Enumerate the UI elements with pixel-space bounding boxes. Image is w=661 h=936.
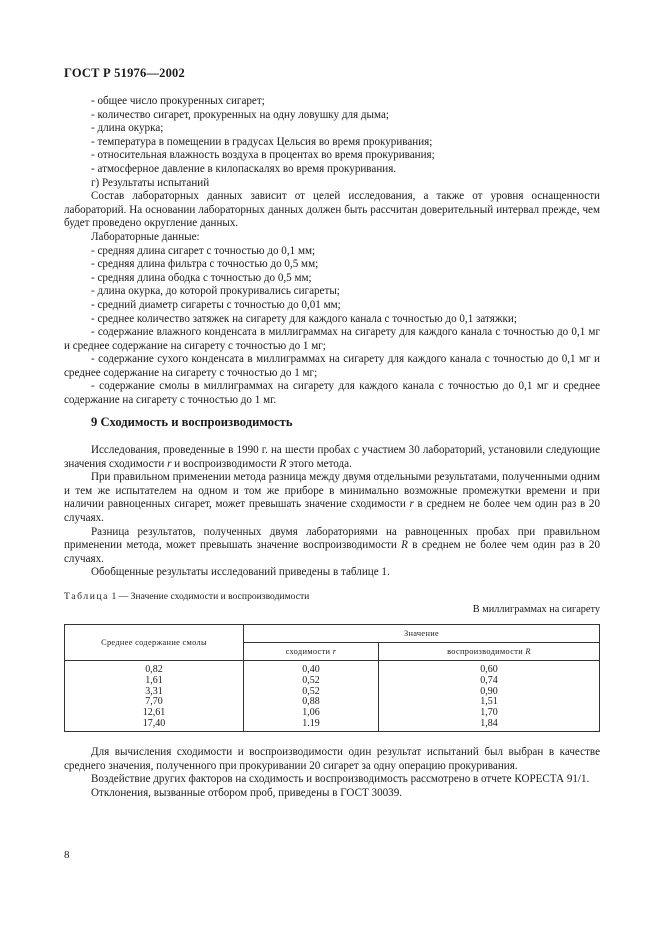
- table-row: 7,70 0,88 1,51: [65, 697, 600, 708]
- section-heading: 9 Сходимость и воспроизводимость: [91, 415, 293, 429]
- section-paragraph: Разница результатов, полученных двумя лабораториями на равноценных пробах при правильном применении метода, может превышать значение воспроизводимости R в среднем не более чем один раз в 20 случаях.: [64, 525, 600, 565]
- list-item: - общее число прокуренных сигарет;: [91, 95, 265, 107]
- report-requirements-text: [64, 95, 600, 408]
- composition-paragraph: Состав лабораторных данных зависит от целей исследования, а также от уровня оснащенности лабораторий. На основании лабораторных данных должен быть рассчитан доверительный интервал прежде, чем будет проведено округление данных.: [64, 190, 600, 230]
- table-units: В миллиграммах на сигарету: [472, 604, 600, 615]
- subsection-heading: г) Результаты испытаний: [91, 176, 210, 189]
- column-header-repeatability: сходимости r: [244, 643, 379, 661]
- list-item: - длина окурка, до которой прокуривались сигареты;: [91, 285, 340, 298]
- table-row: 17,40 1.19 1,84: [65, 719, 600, 731]
- symbol-R: R: [279, 457, 287, 470]
- closing-paragraph: Отклонения, вызванные отбором проб, приведены в ГОСТ 30039.: [91, 786, 403, 799]
- table-row: 3,31 0,52 0,90: [65, 687, 600, 698]
- symbol-r: r: [409, 498, 414, 511]
- section-paragraph: Обобщенные результаты исследований приведены в таблице 1.: [91, 566, 390, 579]
- table-caption: Таблица 1 — Значение сходимости и воспроизводимости: [64, 591, 310, 602]
- section-body: [64, 444, 600, 580]
- closing-text: [64, 746, 600, 800]
- results-table: [64, 624, 600, 732]
- table-row: 1,61 0,52 0,74: [65, 676, 600, 687]
- list-item: - количество сигарет, прокуренных на одну ловушку для дыма;: [91, 108, 389, 121]
- list-item: - средняя длина фильтра с точностью до 0,5 мм;: [91, 258, 319, 271]
- list-item: - содержание влажного конденсата в миллиграммах на сигарету для каждого канала с точностью до 0,1 мг и среднее содержание на сигарету с точностью до 1 мг;: [64, 326, 600, 352]
- section-paragraph: Исследования, проведенные в 1990 г. на шести пробах с участием 30 лабораторий, установили следующие значения сходимости r и воспроизводимости R этого метода.: [64, 444, 600, 470]
- list-item: - атмосферное давление в килопаскалях во время прокуривания.: [91, 162, 397, 175]
- symbol-R: R: [401, 539, 408, 552]
- document-header: ГОСТ Р 51976—2002: [64, 66, 185, 80]
- list-item: - средняя длина ободка с точностью до 0,5 мм;: [91, 271, 312, 284]
- symbol-r: r: [167, 457, 172, 470]
- column-header-reproducibility: воспроизводимости R: [378, 643, 599, 661]
- list-item: - температура в помещении в градусах Цельсия во время прокуривания;: [91, 135, 433, 148]
- table-row: 0,82 0,40 0,60: [65, 661, 600, 676]
- list-item: - средний диаметр сигареты с точностью до 0,01 мм;: [91, 298, 341, 311]
- lab-data-title: Лабораторные данные:: [91, 230, 200, 243]
- column-header-value: Значение: [244, 625, 600, 643]
- section-paragraph: При правильном применении метода разница между двумя отдельными результатами, полученными одним и тем же испытателем на одном и том же приборе в минимально возможные промежутки времени и при наличии равноценных сигарет, может превышать значение сходимости r в среднем не более чем один раз в 20 случаях.: [64, 471, 600, 524]
- closing-paragraph: Для вычисления сходимости и воспроизводимости один результат испытаний был выбран в качестве среднего значения, полученного при прокуривании 20 сигарет за одну операцию прокуривания.: [64, 746, 600, 772]
- list-item: - содержание смолы в миллиграммах на сигарету для каждого канала с точностью до 0,1 мг и среднее содержание на сигарету с точностью до 1 мг.: [64, 380, 600, 407]
- list-item: - средняя длина сигарет с точностью до 0,1 мм;: [91, 244, 316, 257]
- closing-paragraph: Воздействие других факторов на сходимость и воспроизводимость рассмотрено в отчете КОРЕСТА 91/1.: [91, 773, 590, 786]
- table-row: 12,61 1,06 1,70: [65, 708, 600, 719]
- list-item: - среднее количество затяжек на сигарету для каждого канала с точностью до 0,1 затяжки;: [91, 312, 517, 325]
- list-item: - относительная влажность воздуха в процентах во время прокуривания;: [91, 149, 435, 162]
- list-item: - содержание сухого конденсата в миллиграммах на сигарету для каждого канала с точностью до 0,1 мг и среднее содержание на сигарету с точностью до 1 мг;: [64, 353, 600, 379]
- page-number: 8: [64, 849, 70, 861]
- column-header-resin: Среднее содержание смолы: [65, 625, 244, 661]
- list-item: - длина окурка;: [91, 122, 164, 135]
